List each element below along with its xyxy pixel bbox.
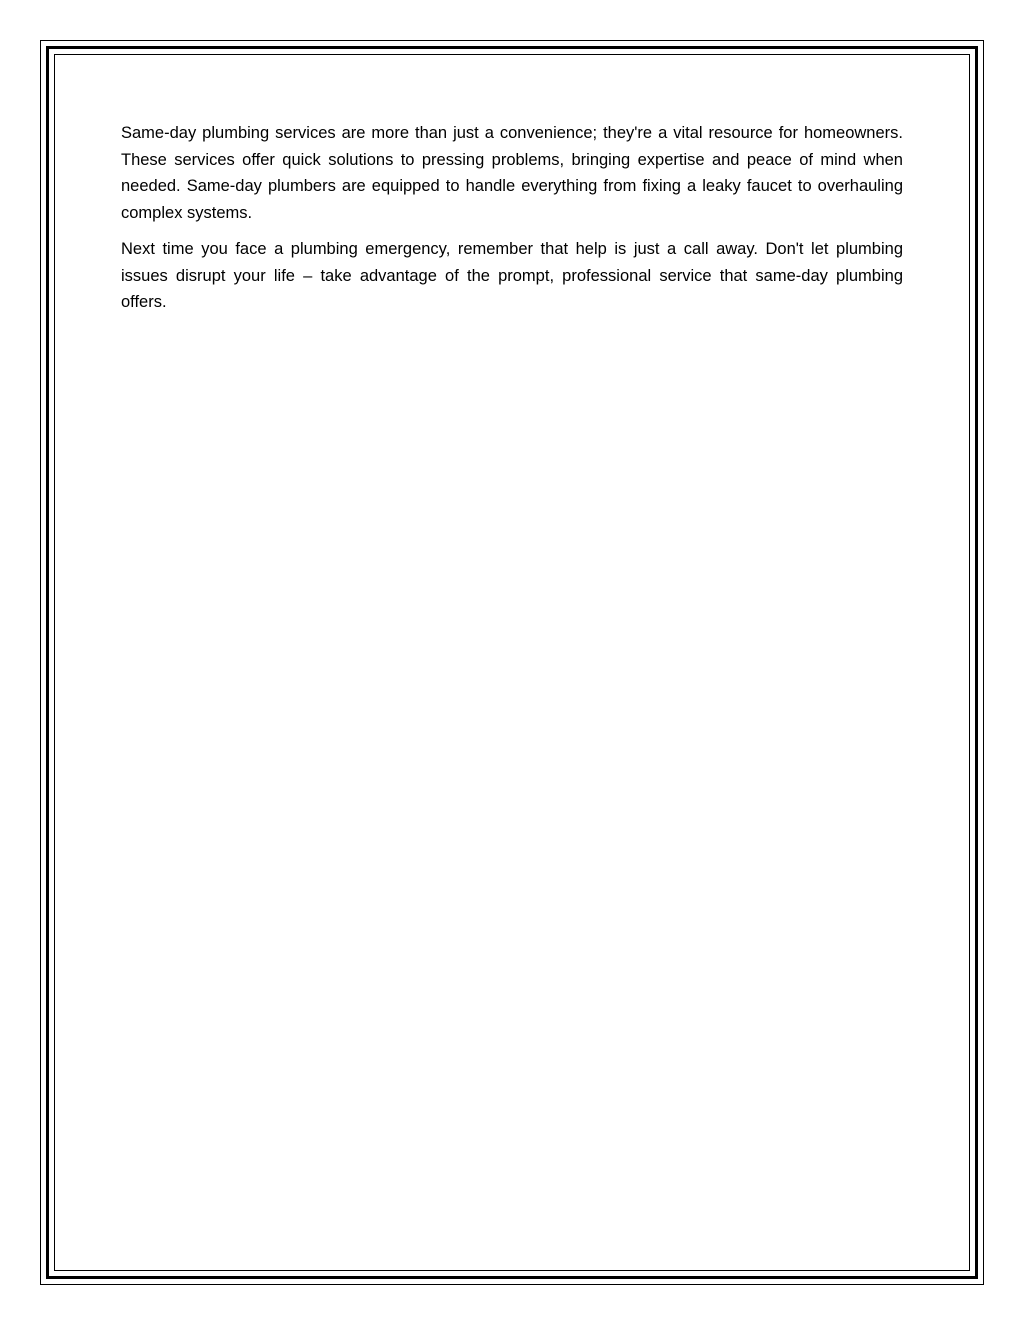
- paragraph-same-day-services: Same-day plumbing services are more than just a convenience; they're a vital resource for homeowners. These services offer quick solutions to pressing problems, bringing expertise and peace of mind when needed. Same-day plumbers are equipped to handle everything from fixing a leaky faucet to overhauling complex systems.: [121, 124, 903, 222]
- paragraph-plumbing-emergency: Next time you face a plumbing emergency, remember that help is just a call away. Don't let plumbing issues disrupt your life – take advantage of the prompt, professional service that same-day plumbing offers.: [121, 240, 903, 311]
- document-body: [121, 120, 903, 326]
